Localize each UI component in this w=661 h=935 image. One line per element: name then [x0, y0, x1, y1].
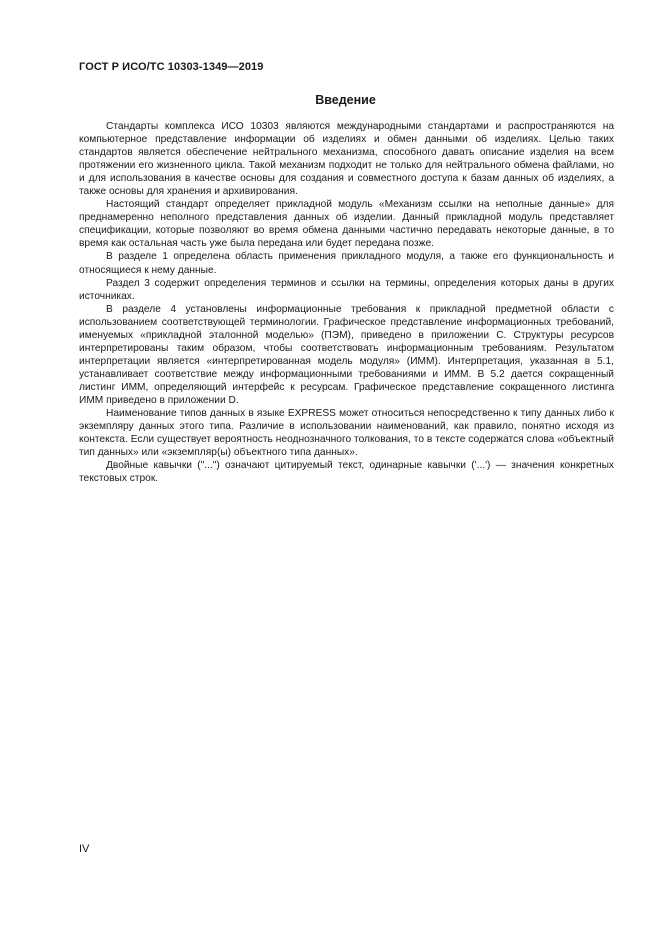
section-title: Введение — [315, 93, 376, 107]
paragraph: Стандарты комплекса ИСО 10303 являются международными стандартами и распространяются на компьютерное представление информации об изделиях и обмен данными об изделиях. Целью таких стандартов является обеспечение нейтрального механизма, способного давать описание изделия на всем протяжении его жизненного цикла. Такой механизм подходит не только для нейтрального обмена файлами, но и для использования в качестве основы для создания и совместного доступа к базам данных об изделиях, а также основы для хранения и архивирования. — [79, 121, 614, 198]
document-header: ГОСТ Р ИСО/ТС 10303-1349—2019 — [79, 61, 264, 73]
paragraph: В разделе 4 установлены информационные требования к прикладной предметной области с использованием соответствующей терминологии. Графическое представление информационных требований, именуемых «прикладной эталонной моделью» (ПЭМ), приведено в приложении С. Структуры ресурсов интерпретированы таким образом, чтобы соответствовать информационным требованиям. Результатом интерпретации является «интерпретированная модель модуля» (ИММ). Интерпретация, указанная в 5.1, устанавливает соответствие между информационными требованиями и ИММ. В 5.2 дается сокращенный листинг ИММ, определяющий интерфейс к ресурсам. Графическое представление сокращенного листинга ИММ приведено в приложении D. — [79, 303, 614, 406]
paragraph: Двойные кавычки ("...") означают цитируемый текст, одинарные кавычки ('...') — значения конкретных текстовых строк. — [79, 460, 614, 485]
paragraph: Наименование типов данных в языке EXPRESS может относиться непосредственно к типу данных либо к экземпляру данных этого типа. Различие в использовании наименований, как правило, понятно исходя из контекста. Если существует вероятность неоднозначного толкования, то в тексте содержатся слова «объектный тип данных» или «экземпляр(ы) объектного типа данных». — [79, 408, 614, 459]
paragraph: В разделе 1 определена область применения прикладного модуля, а также его функциональность и относящиеся к нему данные. — [79, 251, 614, 276]
document-body — [79, 120, 614, 485]
page-number: IV — [79, 843, 90, 855]
paragraph: Настоящий стандарт определяет прикладной модуль «Механизм ссылки на неполные данные» для преднамеренно неполного представления данных об изделии. Данный прикладной модуль представляет спецификации, которые позволяют во время обмена данными частично передавать некоторые данные, в то время как остальная часть уже была передана или будет передана позже. — [79, 199, 614, 250]
paragraph: Раздел 3 содержит определения терминов и ссылки на термины, определения которых даны в других источниках. — [79, 277, 614, 302]
